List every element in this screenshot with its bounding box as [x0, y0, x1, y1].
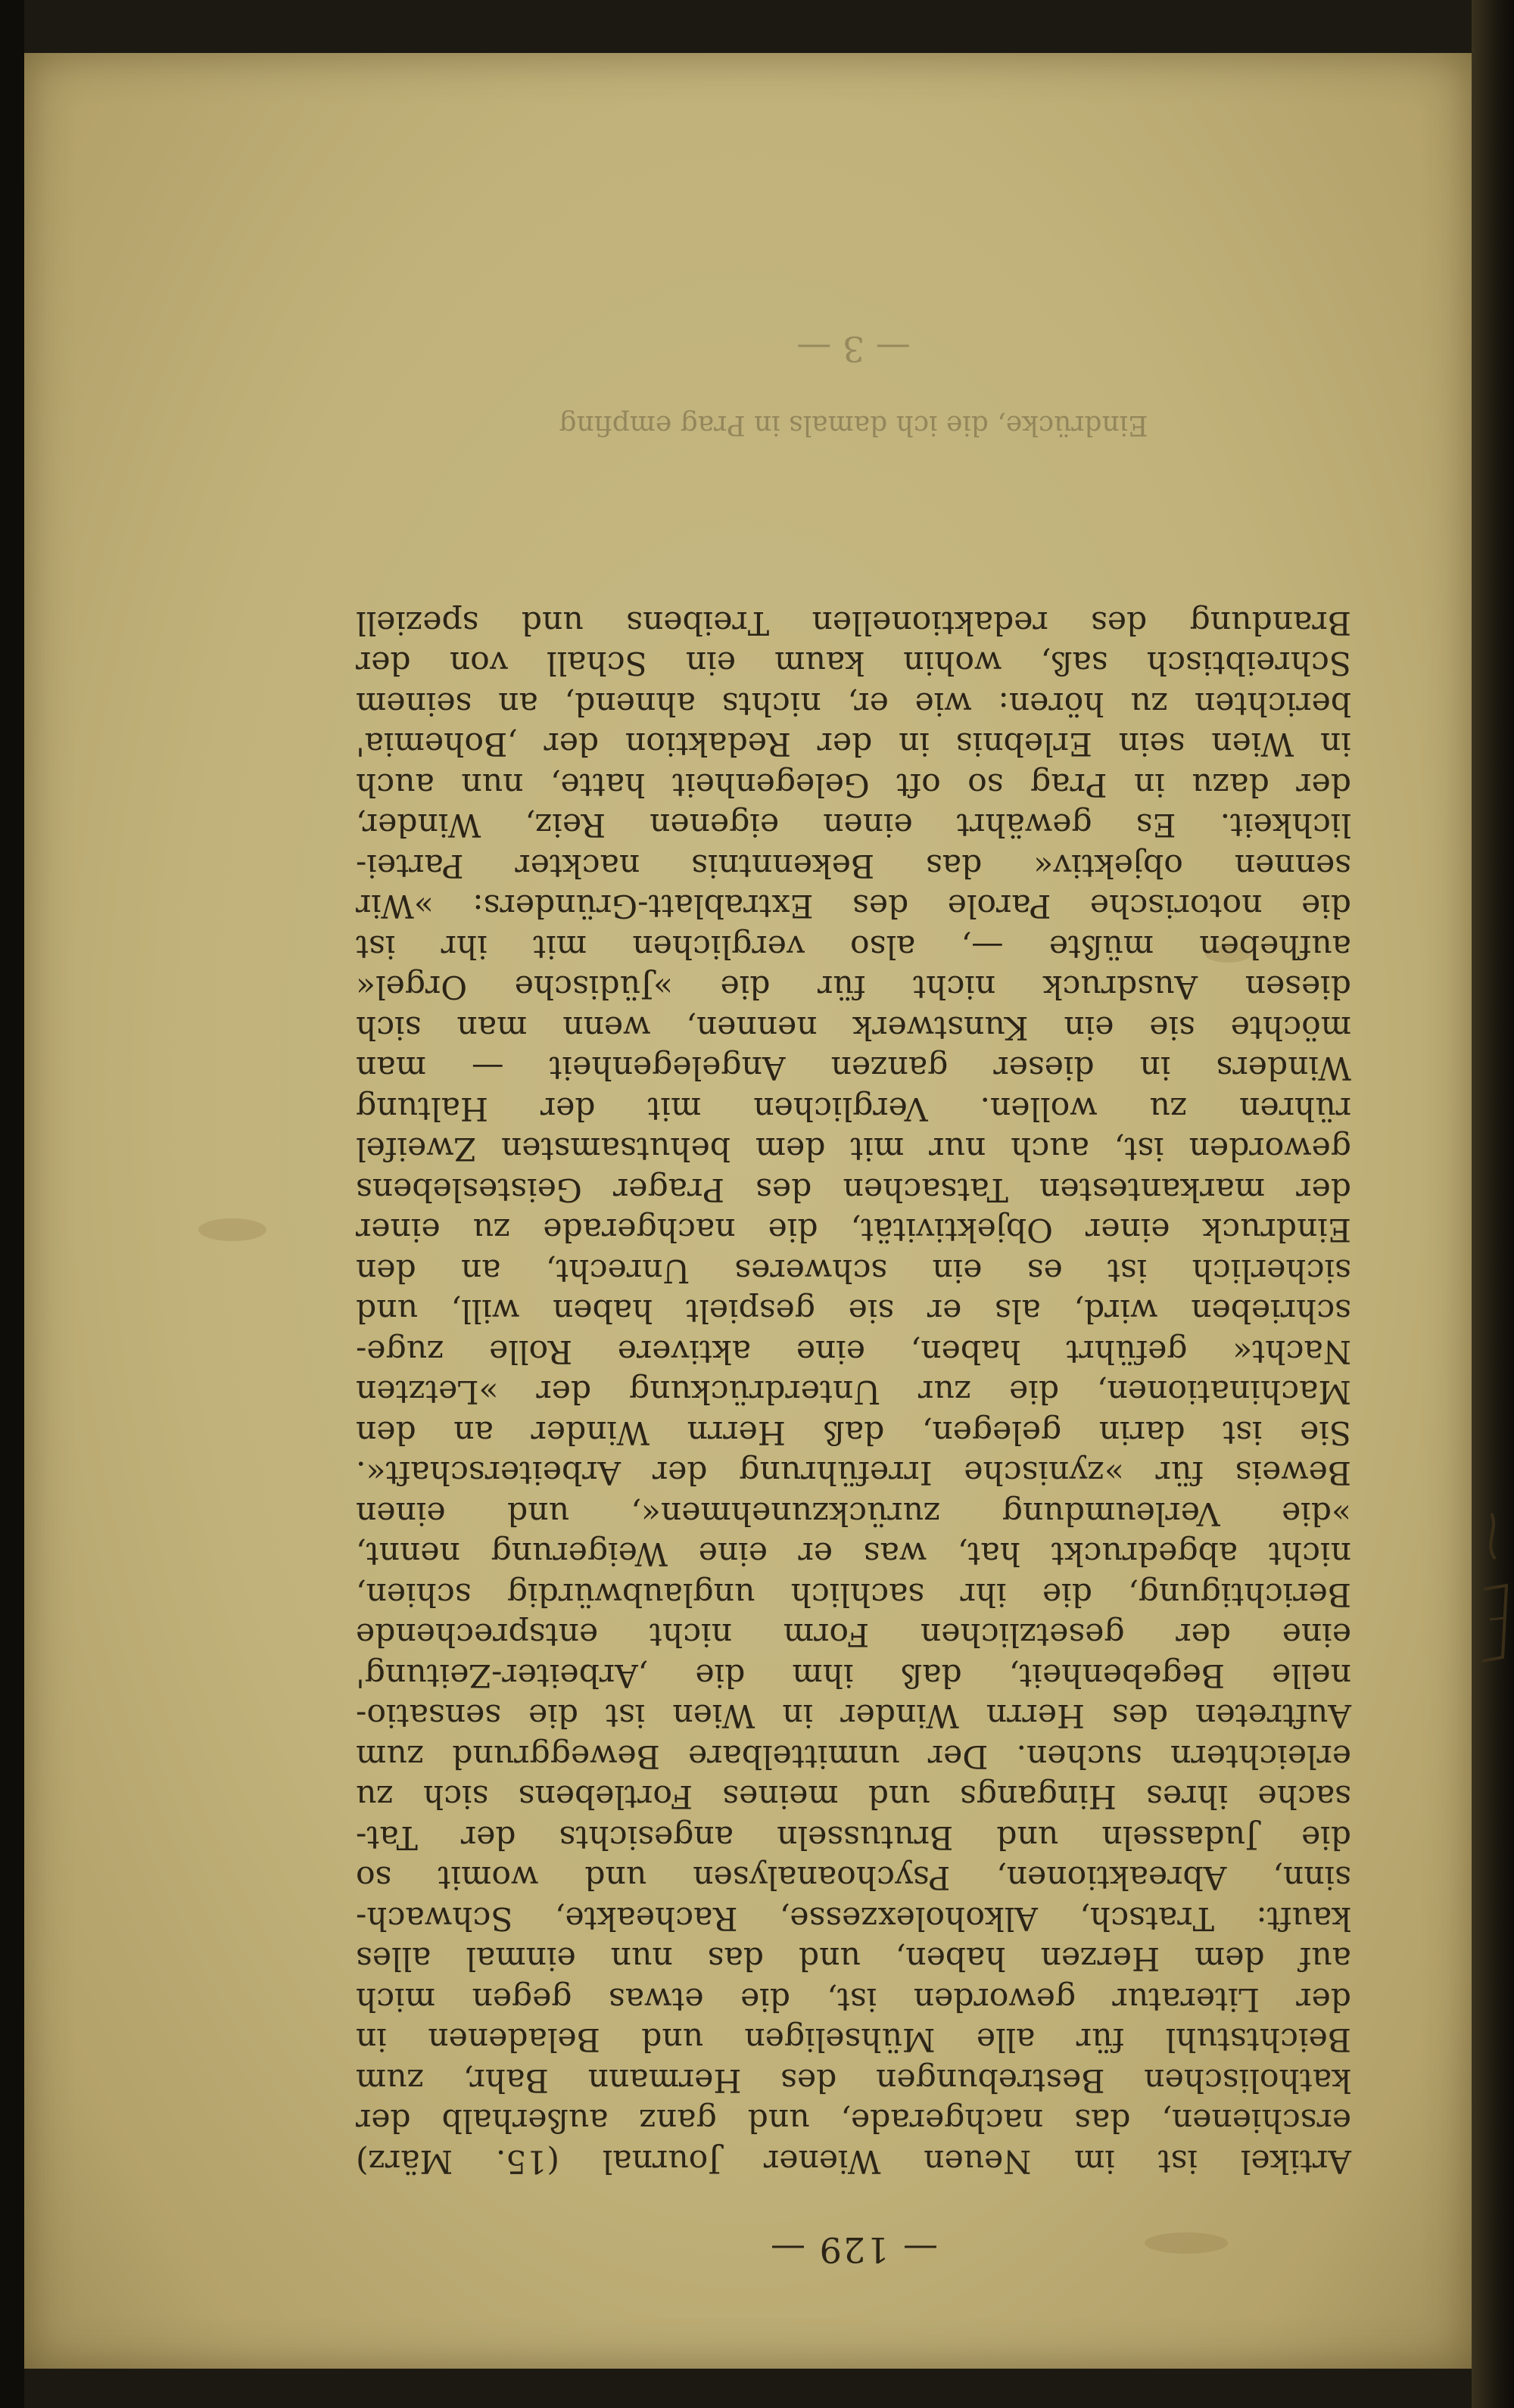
- text-line: nicht abgedruckt hat, was er eine Weigerung nennt,: [356, 1535, 1351, 1573]
- bleed-through-text: Eindrücke, die ich damals in Prag empfing: [559, 409, 1148, 440]
- text-line: Artikel ist im Neuen Wiener Journal (15. März): [356, 2142, 1351, 2179]
- text-line: diesen Ausdruck nicht für die »Jüdische Orgel«: [356, 968, 1351, 1006]
- text-line: Winders in dieser ganzen Angelegenheit — man: [356, 1049, 1351, 1087]
- text-line: »die Verleumdung zurückzunehmen«, und einen: [356, 1495, 1351, 1532]
- page-content-rotated: [356, 306, 1351, 2270]
- text-line: auf dem Herzen haben, und das nun einmal alles: [356, 1940, 1351, 1977]
- text-line: erleichtern suchen. Der unmittelbare Beweggrund zum: [356, 1738, 1351, 1775]
- body-text: [356, 602, 1351, 2182]
- text-line: erschienen, das nachgerade, und ganz außerhalb der: [356, 2102, 1351, 2139]
- text-line: Auftreten des Herrn Winder in Wien ist die sensatio-: [356, 1697, 1351, 1734]
- text-line: Brandung des redaktionellen Treibens und speziell: [356, 604, 1351, 641]
- text-line: sinn, Abreaktionen, Psychoanalysen und womit so: [356, 1859, 1351, 1896]
- text-line: Sie ist darin gelegen, daß Herrn Winder an den: [356, 1414, 1351, 1451]
- scan-left-edge: [0, 0, 24, 2408]
- text-line: sennen objektiv« das Bekenntnis nackter Partei-: [356, 847, 1351, 884]
- text-line: Machinationen, die zur Unterdrückung der »Letzten: [356, 1373, 1351, 1411]
- text-line: geworden ist, auch nur mit dem behutsamsten Zweifel: [356, 1130, 1351, 1168]
- text-line: aufheben müßte —, also verglichen mit ihr ist: [356, 928, 1351, 965]
- scan-right-edge: [1472, 0, 1514, 2408]
- text-line: möchte sie ein Kunstwerk nennen, wenn man sich: [356, 1009, 1351, 1046]
- text-line: Beichtstuhl für alle Mühseligen und Beladenen in: [356, 2021, 1351, 2058]
- text-line: Nacht« geführt haben, eine aktivere Rolle zuge-: [356, 1333, 1351, 1370]
- bleed-through-folio: — 3 —: [796, 328, 911, 369]
- text-line: rühren zu wollen. Verglichen mit der Haltung: [356, 1090, 1351, 1127]
- text-line: Berichtigung, die ihr sachlich unglaubwürdig schien,: [356, 1576, 1351, 1613]
- text-line: sache ihres Hingangs und meines Fortlebens sich zu: [356, 1778, 1351, 1815]
- text-line: Beweis für »zynische Irreführung der Arbeiterschaft«.: [356, 1454, 1351, 1492]
- text-line: der dazu in Prag so oft Gelegenheit hatte, nun auch: [356, 766, 1351, 803]
- text-line: eine der gesetzlichen Form nicht entsprechende: [356, 1616, 1351, 1654]
- text-line: schrieben wird, als er sie gespielt haben will, und: [356, 1292, 1351, 1330]
- text-line: lichkeit. Es gewährt einen eigenen Reiz, Winder,: [356, 806, 1351, 844]
- text-line: der markantesten Tatsachen des Prager Geisteslebens: [356, 1171, 1351, 1208]
- text-line: katholischen Bestrebungen des Hermann Bahr, zum: [356, 2061, 1351, 2098]
- handwritten-margin-mark: [1469, 1506, 1514, 1688]
- text-line: die notorische Parole des Extrablatt-Gründers: »Wir: [356, 887, 1351, 925]
- text-line: Eindruck einer Objektivität, die nachgerade zu einer: [356, 1211, 1351, 1249]
- text-line: die Judasseln und Brutusseln angesichts der Tat-: [356, 1818, 1351, 1856]
- page-number: — 129 —: [768, 2229, 939, 2270]
- text-line: Schreibtisch saß, wohin kaum ein Schall von der: [356, 644, 1351, 682]
- text-line: in Wien sein Erlebnis in der Redaktion der ‚Bohemia': [356, 725, 1351, 763]
- text-line: berichten zu hören: wie er, nichts ahnend, an seinem: [356, 685, 1351, 722]
- text-line: nelle Begebenheit, daß ihm die ‚Arbeiter-Zeitung': [356, 1657, 1351, 1694]
- paper-stain: [198, 1218, 266, 1241]
- text-line: kauft: Tratsch, Alkoholexzesse, Racheakte, Schwach-: [356, 1899, 1351, 1937]
- text-line: sicherlich ist es ein schweres Unrecht, an den: [356, 1252, 1351, 1289]
- text-line: der Literatur geworden ist, die etwas gegen mich: [356, 1980, 1351, 2018]
